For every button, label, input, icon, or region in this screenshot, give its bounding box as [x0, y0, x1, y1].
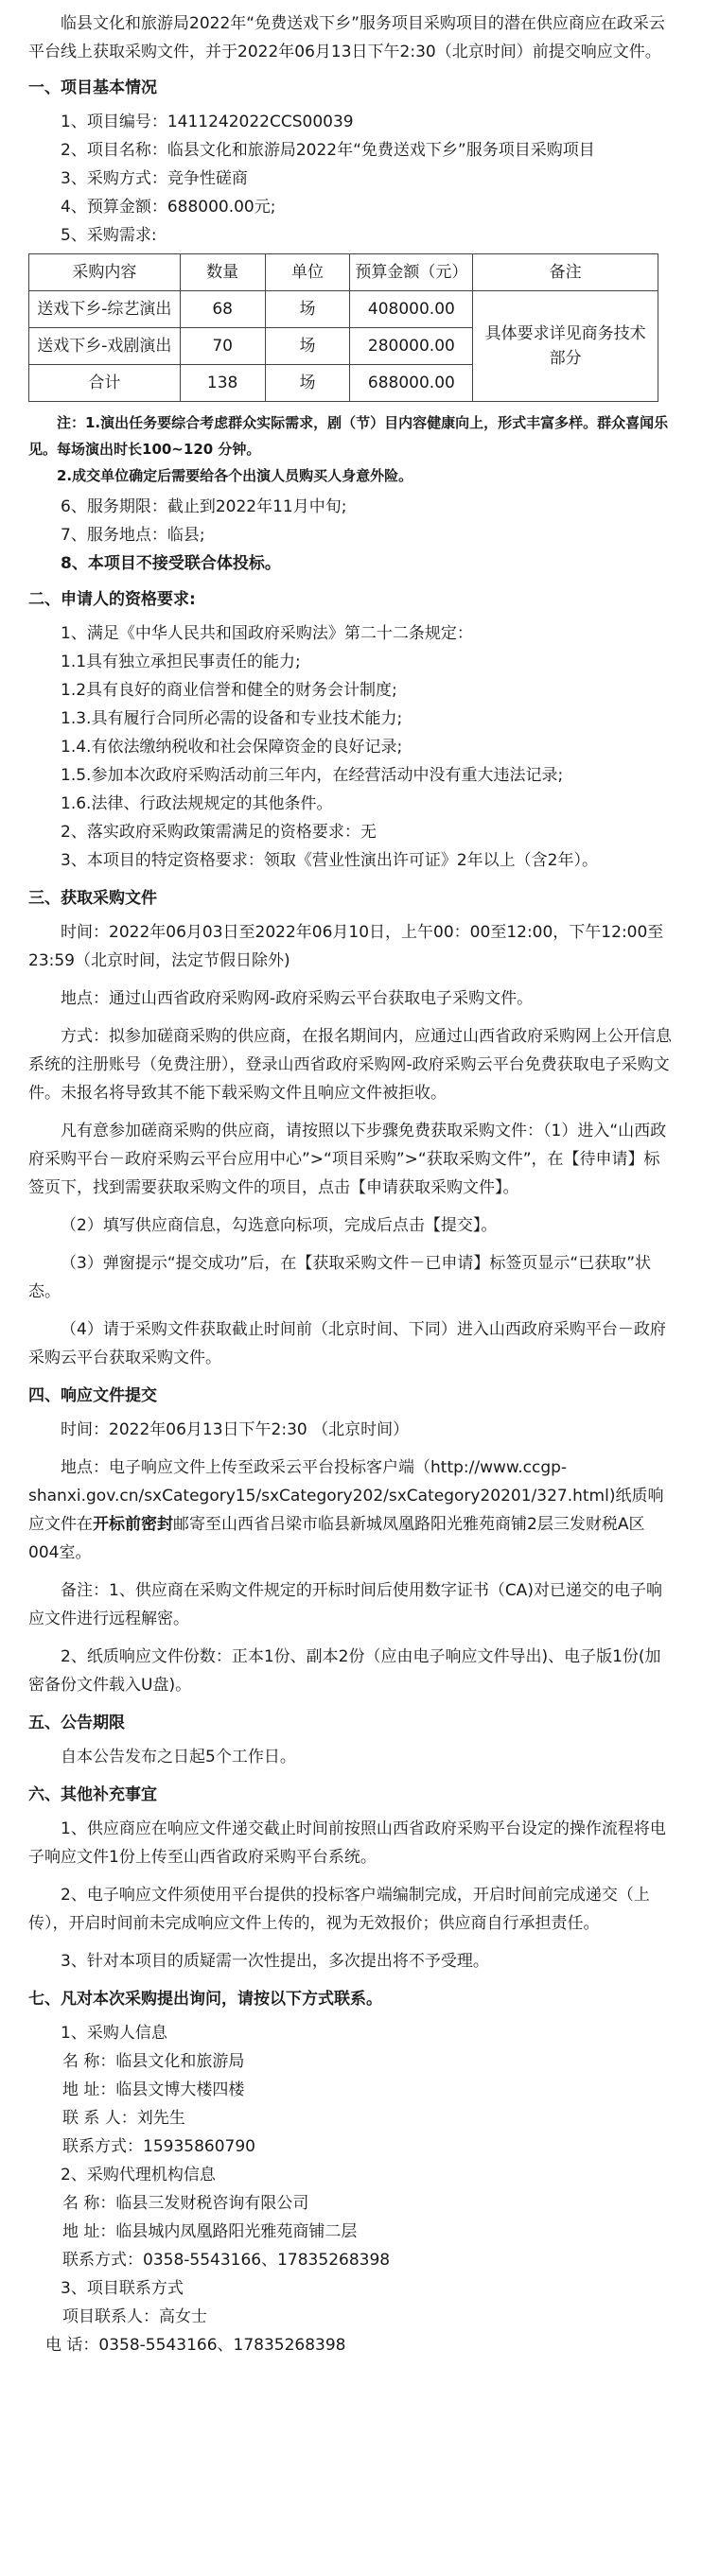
requirement-1-3: 1.3.具有履行合同所必需的设备和专业技术能力;	[61, 709, 403, 728]
buyer-address: 地 址：临县文博大楼四楼	[62, 2080, 245, 2099]
table-header-cell: 采购内容	[29, 254, 181, 291]
table-cell: 280000.00	[350, 328, 473, 365]
acquisition-step-1: 凡有意参加磋商采购的供应商，请按照以下步骤免费获取采购文件：（1）进入“山西政府采购平台－政府采购云平台应用中心”>“项目采购”>“获取采购文件”，在【待申请】标签页下，找到需要获取采购文件的项目，点击【申请获取采购文件】。	[28, 1122, 667, 1197]
table-header-row	[29, 254, 658, 291]
requirement-1-4: 1.4.有依法缴纳税收和社会保障资金的良好记录;	[61, 738, 403, 757]
requirement-1-2: 1.2具有良好的商业信誉和健全的财务会计制度;	[61, 681, 397, 700]
intro-paragraph: 临县文化和旅游局2022年“免费送戏下乡”服务项目采购项目的潜在供应商应在政采云平台线上获取采购文件，并于2022年06月13日下午2:30（北京时间）前提交响应文件。	[28, 14, 665, 61]
project-number: 1、项目编号：1411242022CCS00039	[61, 113, 354, 131]
acquisition-step-3: （3）弹窗提示“提交成功”后，在【获取采购文件－已申请】标签页显示“已获取”状态。	[28, 1254, 652, 1301]
buyer-phone: 联系方式：15935860790	[62, 2137, 255, 2156]
section-4-title: 四、响应文件提交	[28, 1386, 157, 1405]
table-cell: 68	[180, 291, 265, 328]
submission-time: 时间：2022年06月13日下午2:30 （北京时间）	[61, 1420, 410, 1439]
table-cell: 合计	[29, 365, 181, 402]
section-1-title: 一、项目基本情况	[28, 78, 157, 97]
budget-amount: 4、预算金额：688000.00元;	[61, 198, 276, 217]
project-name: 2、项目名称：临县文化和旅游局2022年“免费送戏下乡”服务项目采购项目	[61, 141, 595, 160]
table-header-cell: 数量	[180, 254, 265, 291]
buyer-contact-person: 联 系 人：刘先生	[62, 2109, 185, 2128]
section-3-title: 三、获取采购文件	[28, 889, 157, 908]
submission-note-2: 2、纸质响应文件份数：正本1份、副本2份（应由电子响应文件导出)、电子版1份(加密备份文件载入U盘)。	[28, 1647, 661, 1695]
table-cell: 场	[265, 365, 350, 402]
requirement-2: 2、落实政府采购政策需满足的资格要求：无	[61, 823, 377, 842]
supplement-2: 2、电子响应文件须使用平台提供的投标客户端编制完成，开启时间前完成递交（上传），开启时间前未完成响应文件上传的，视为无效报价；供应商自行承担责任。	[28, 1886, 650, 1933]
requirement-1-6: 1.6.法律、行政法规规定的其他条件。	[61, 794, 333, 813]
agent-address: 地 址：临县城内凤凰路阳光雅苑商铺二层	[62, 2222, 358, 2241]
project-contact-heading: 3、项目联系方式	[61, 2279, 184, 2298]
consortium-rule: 8、本项目不接受联合体投标。	[61, 554, 281, 573]
acquisition-step-4: （4）请于采购文件获取截止时间前（北京时间、下同）进入山西政府采购平台－政府采购云平台获取采购文件。	[28, 1320, 666, 1367]
table-remark-cell: 具体要求详见商务技术部分	[473, 291, 658, 402]
service-location: 7、服务地点：临县;	[61, 526, 205, 545]
submission-place-address: 邮寄至山西省吕梁市临县新城凤凰路阳光雅苑商铺2层三发财税A区004室。	[28, 1515, 645, 1562]
agent-name: 名 称：临县三发财税咨询有限公司	[62, 2194, 309, 2213]
table-cell: 688000.00	[350, 365, 473, 402]
buyer-info-heading: 1、采购人信息	[61, 2024, 167, 2043]
section-6-title: 六、其他补充事宜	[28, 1785, 157, 1804]
sealed-before-opening: 开标前密封	[93, 1515, 173, 1534]
service-period: 6、服务期限：截止到2022年11月中旬;	[61, 497, 347, 516]
table-header-cell: 单位	[265, 254, 350, 291]
supplement-1: 1、供应商应在响应文件递交截止时间前按照山西省政府采购平台设定的操作流程将电子响应文件1份上传至山西省政府采购平台系统。	[28, 1819, 666, 1867]
table-cell: 送戏下乡-戏剧演出	[29, 328, 181, 365]
requirement-1: 1、满足《中华人民共和国政府采购法》第二十二条规定：	[61, 624, 473, 643]
table-row	[29, 291, 658, 328]
buyer-name: 名 称：临县文化和旅游局	[62, 2052, 245, 2071]
section-5-title: 五、公告期限	[28, 1714, 125, 1732]
acquisition-method: 方式：拟参加磋商采购的供应商，在报名期间内，应通过山西省政府采购网上公开信息系统的注册账号（免费注册），登录山西省政府采购网-政府采购云平台免费获取电子采购文件。未报名将导致其不能下载采购文件且响应文件被拒收。	[28, 1027, 672, 1103]
announcement-period: 自本公告发布之日起5个工作日。	[61, 1748, 296, 1767]
requirement-3: 3、本项目的特定资格要求：领取《营业性演出许可证》2年以上（含2年）。	[61, 851, 598, 870]
section-2-title: 二、申请人的资格要求:	[28, 590, 196, 609]
project-contact-person: 项目联系人：高女士	[62, 2307, 207, 2326]
submission-note-1: 备注：1、供应商在采购文件规定的开标时间后使用数字证书（CA)对已递交的电子响应文件进行远程解密。	[28, 1581, 662, 1628]
table-header-cell: 预算金额（元）	[350, 254, 473, 291]
table-cell: 送戏下乡-综艺演出	[29, 291, 181, 328]
agent-phone: 联系方式：0358-5543166、17835268398	[62, 2251, 391, 2270]
acquisition-time: 时间：2022年06月03日至2022年06月10日，上午00：00至12:00，下午12:00至23:59（北京时间，法定节假日除外)	[28, 923, 664, 970]
table-cell: 408000.00	[350, 291, 473, 328]
procurement-table	[28, 253, 658, 402]
project-contact-phone: 电 话：0358-5543166、17835268398	[45, 2336, 346, 2355]
requirement-1-1: 1.1具有独立承担民事责任的能力;	[61, 653, 301, 671]
requirement-1-5: 1.5.参加本次政府采购活动前三年内，在经营活动中没有重大违法记录;	[61, 766, 564, 785]
table-cell: 138	[180, 365, 265, 402]
table-cell: 70	[180, 328, 265, 365]
section-7-title: 七、凡对本次采购提出询问，请按以下方式联系。	[28, 1990, 382, 2009]
procurement-needs-label: 5、采购需求:	[61, 226, 157, 245]
insurance-note: 2.成交单位确定后需要给各个出演人员购买人身意外险。	[57, 467, 413, 484]
agent-info-heading: 2、采购代理机构信息	[61, 2166, 216, 2184]
table-cell: 场	[265, 291, 350, 328]
supplement-3: 3、针对本项目的质疑需一次性提出，多次提出将不予受理。	[61, 1952, 489, 1971]
performance-note: 注：1.演出任务要综合考虑群众实际需求，剧（节）目内容健康向上，形式丰富多样。群众喜闻乐见。每场演出时长100~120 分钟。	[28, 414, 669, 458]
acquisition-place: 地点：通过山西省政府采购网-政府采购云平台获取电子采购文件。	[61, 989, 534, 1008]
acquisition-step-2: （2）填写供应商信息，勾选意向标项，完成后点击【提交】。	[61, 1216, 498, 1235]
table-cell: 场	[265, 328, 350, 365]
submission-place	[28, 1453, 672, 1567]
submission-place-text: 地点：电子响应文件上传至政采云平台投标客户端（http://www.ccgp-shanxi.gov.cn/sxCategory15/sxCategory202/sxCategory20201/327.html)纸质响应文件在	[28, 1458, 664, 1534]
procurement-method: 3、采购方式：竞争性磋商	[61, 169, 248, 188]
table-header-cell: 备注	[473, 254, 658, 291]
